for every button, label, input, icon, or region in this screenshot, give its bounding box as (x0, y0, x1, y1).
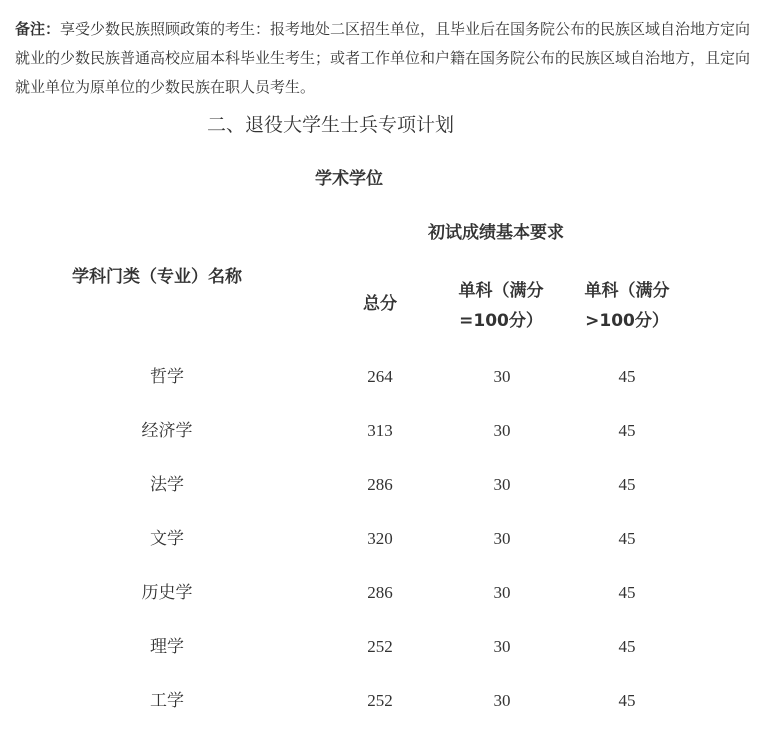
table-row (0, 566, 765, 620)
subject-name-cell: 历史学 (141, 583, 193, 603)
subject-name-cell: 文学 (150, 529, 184, 549)
total-score-cell: 286 (367, 583, 393, 602)
total-score-cell: 252 (367, 637, 393, 656)
section-title: 二、退役大学生士兵专项计划 (207, 114, 455, 136)
total-score-cell: 286 (367, 475, 393, 494)
total-score-cell: 313 (367, 421, 393, 440)
single-100-score-cell: 30 (493, 583, 511, 602)
single-100-score-cell: 30 (493, 367, 511, 386)
note-label: 备注： (15, 20, 61, 38)
total-score-cell: 252 (367, 691, 393, 710)
degree-type-subtitle: 学术学位 (315, 169, 383, 189)
single-subject-100-column-header (440, 276, 562, 336)
subject-name-cell: 理学 (150, 637, 184, 657)
single-subject-100-header-line1: 单科（满分 (458, 281, 544, 301)
table-body (0, 350, 765, 728)
single-100-score-cell: 30 (493, 691, 511, 710)
total-score-cell: 264 (367, 367, 393, 386)
single-100-score-cell: 30 (493, 475, 511, 494)
subject-name-cell: 法学 (150, 475, 184, 495)
single-over100-score-cell: 45 (618, 691, 636, 710)
subject-column-header: 学科门类（专业）名称 (72, 267, 242, 287)
subject-name-cell: 工学 (150, 691, 184, 711)
total-score-column-header (350, 289, 410, 319)
single-over100-score-cell: 45 (618, 475, 636, 494)
table-row (0, 674, 765, 728)
single-over100-score-cell: 45 (618, 421, 636, 440)
single-over100-score-cell: 45 (618, 583, 636, 602)
table-row (0, 350, 765, 404)
note-text: 享受少数民族照顾政策的考生：报考地处二区招生单位，且毕业后在国务院公布的民族区域自治地方定向就业的少数民族普通高校应届本科毕业生考生；或者工作单位和户籍在国务院公布的民族区域自治地方，且定向就业单位为原单位的少数民族在职人员考生。 (15, 20, 751, 96)
note-paragraph (15, 15, 755, 102)
subject-name-cell: 经济学 (141, 421, 193, 441)
table-row (0, 404, 765, 458)
subject-name-cell: 哲学 (150, 367, 184, 387)
single-100-score-cell: 30 (493, 421, 511, 440)
table-row (0, 620, 765, 674)
single-subject-over100-column-header (566, 276, 688, 336)
table-row (0, 512, 765, 566)
single-over100-score-cell: 45 (618, 637, 636, 656)
single-over100-score-cell: 45 (618, 367, 636, 386)
total-score-cell: 320 (367, 529, 393, 548)
single-subject-over100-header-line2: >100分） (585, 311, 669, 331)
single-subject-100-header-line2: =100分） (459, 311, 543, 331)
table-group-header: 初试成绩基本要求 (428, 223, 564, 243)
single-100-score-cell: 30 (493, 637, 511, 656)
total-score-header-label: 总分 (363, 294, 397, 314)
single-subject-over100-header-line1: 单科（满分 (584, 281, 670, 301)
table-row (0, 458, 765, 512)
single-100-score-cell: 30 (493, 529, 511, 548)
single-over100-score-cell: 45 (618, 529, 636, 548)
